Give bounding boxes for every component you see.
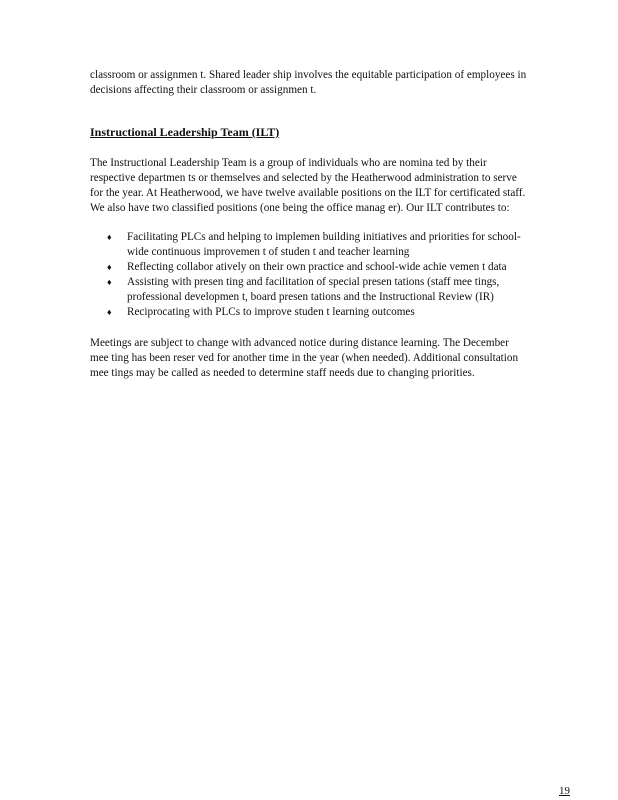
list-item-text: Reciprocating with PLCs to improve studen t learning outcomes bbox=[127, 306, 415, 318]
list-item-text: Assisting with presen ting and facilitation of special presen tations (staff mee tings, professional developmen t, board presen tations and the Instructional Review (IR) bbox=[127, 276, 500, 303]
bullet-icon: ♦ bbox=[107, 232, 112, 242]
list-item-text: Reflecting collabor atively on their own practice and school-wide achie vemen t data bbox=[127, 261, 507, 273]
ilt-contributions-list bbox=[90, 230, 530, 320]
intro-paragraph: classroom or assignmen t. Shared leader ship involves the equitable participation of employees in decisions affecting their classroom or assignmen t. bbox=[90, 69, 527, 96]
ilt-description-paragraph: The Instructional Leadership Team is a group of individuals who are nomina ted by their respective departmen ts or themselves and selected by the Heatherwood administration to serve for the year. At Heatherwood, we have twelve available positions on the ILT for certificated staff. We also have two classified positions (one being the office manag er). Our ILT contributes to: bbox=[90, 157, 526, 214]
list-item bbox=[90, 260, 530, 275]
meetings-paragraph: Meetings are subject to change with advanced notice during distance learning. The December mee ting has been reser ved for another time in the year (when needed). Additional consultation mee tings may be called as needed to determine staff needs due to changing priorities. bbox=[90, 337, 519, 379]
list-item bbox=[90, 305, 530, 320]
bullet-icon: ♦ bbox=[107, 262, 112, 272]
list-item-text: Facilitating PLCs and helping to implemen building initiatives and priorities for school-wide continuous improvemen t of studen t and teacher learning bbox=[127, 231, 521, 258]
document-page bbox=[90, 68, 530, 395]
page-number: 19 bbox=[559, 785, 570, 797]
list-item bbox=[90, 230, 530, 260]
bullet-icon: ♦ bbox=[107, 277, 112, 287]
list-item bbox=[90, 275, 530, 305]
bullet-icon: ♦ bbox=[107, 307, 112, 317]
section-title: Instructional Leadership Team (ILT) bbox=[90, 125, 280, 139]
